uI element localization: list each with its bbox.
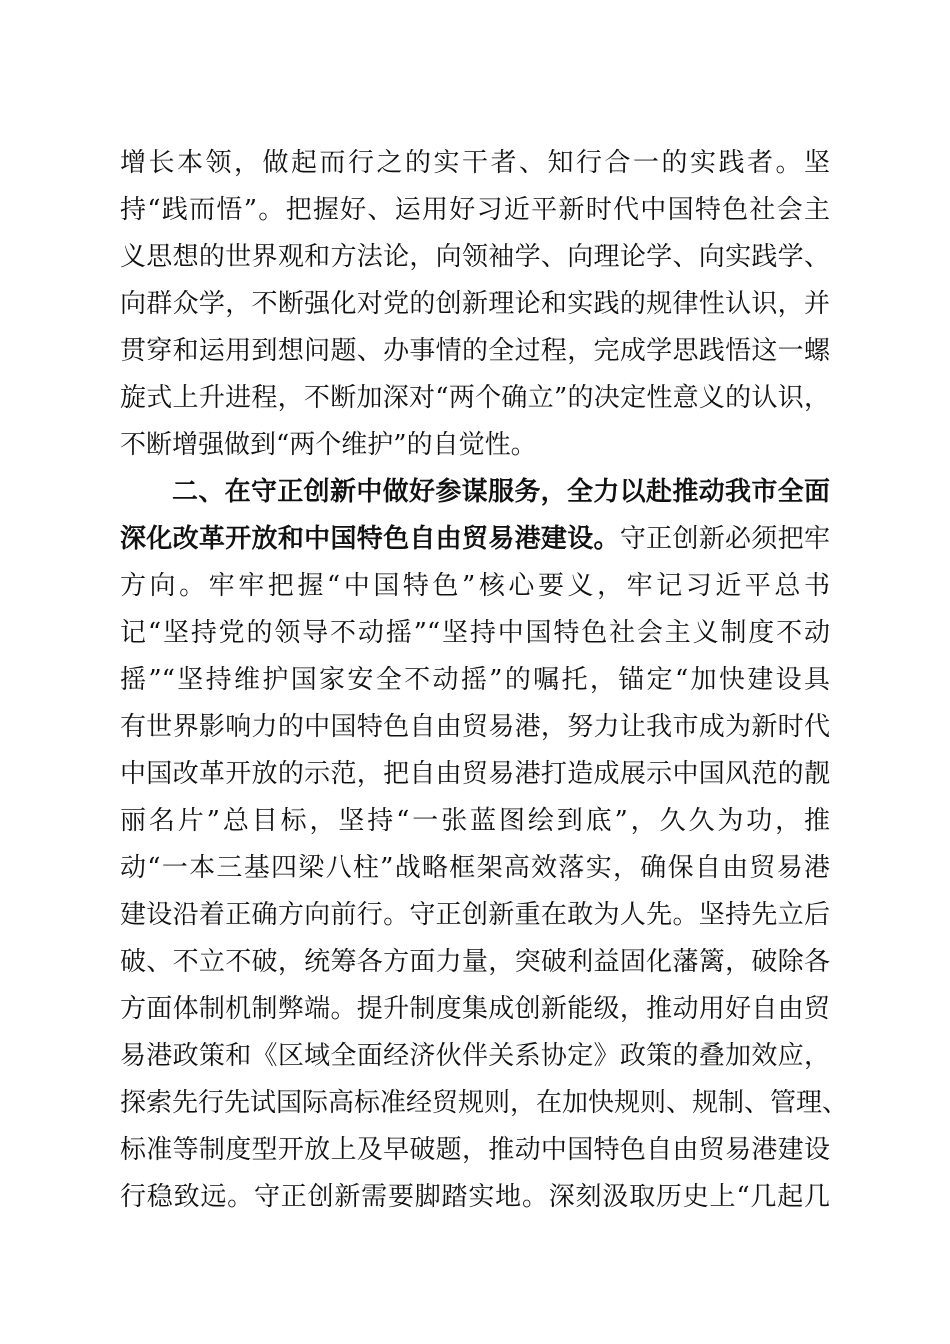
paragraph-1-line-7: 不断增强做到“两个维护”的自觉性。 [120,430,537,460]
paragraph-1-line-3: 义思想的世界观和方法论，向领袖学、向理论学、向实践学、 [120,242,830,272]
paragraph-2-line-5: 中国改革开放的示范，把自由贸易港打造成展示中国风范的靓 [120,759,830,789]
paragraph-2-line-3: 摇”“坚持维护国家安全不动摇”的嘱托，锚定“加快建设具 [120,665,830,695]
paragraph-1-line-6: 旋式上升进程，不断加深对“两个确立”的决定性意义的认识， [120,383,830,413]
paragraph-1-line-2: 持“践而悟”。把握好、运用好习近平新时代中国特色社会主 [120,195,830,225]
paragraph-2-line-11: 易港政策和《区域全面经济伙伴关系协定》政策的叠加效应， [120,1041,830,1071]
paragraph-2-line-10: 方面体制机制弊端。提升制度集成创新能级，推动用好自由贸 [120,994,830,1024]
paragraph-2-line-4: 有世界影响力的中国特色自由贸易港，努力让我市成为新时代 [120,712,830,742]
section-body-start-text: 守正创新必须把牢 [619,524,830,554]
paragraph-2-line-8: 建设沿着正确方向前行。守正创新重在敢为人先。坚持先立后 [120,900,830,930]
paragraph-1-line-1: 增长本领，做起而行之的实干者、知行合一的实践者。坚 [120,148,830,178]
paragraph-1-line-4: 向群众学，不断强化对党的创新理论和实践的规律性认识，并 [120,289,830,319]
paragraph-2-line-13: 标准等制度型开放上及早破题，推动中国特色自由贸易港建设 [120,1135,830,1165]
paragraph-1-line-5: 贯穿和运用到想问题、办事情的全过程，完成学思践悟这一螺 [120,336,830,366]
section-heading-line-2 [120,519,830,559]
section-heading-line-1: 二、在守正创新中做好参谋服务，全力以赴推动我市全面 [172,477,830,507]
paragraph-2-line-9: 破、不立不破，统筹各方面力量，突破利益固化藩篱，破除各 [120,947,830,977]
section-heading-bold-text: 深化改革开放和中国特色自由贸易港建设。 [120,524,620,554]
paragraph-2-line-1: 方向。牢牢把握“中国特色”核心要义，牢记习近平总书 [120,571,830,601]
paragraph-2-line-14: 行稳致远。守正创新需要脚踏实地。深刻汲取历史上“几起几 [120,1182,830,1212]
paragraph-2-line-2: 记“坚持党的领导不动摇”“坚持中国特色社会主义制度不动 [120,618,830,648]
paragraph-2-line-12: 探索先行先试国际高标准经贸规则，在加快规则、规制、管理、 [120,1088,849,1118]
paragraph-2-line-6: 丽名片”总目标，坚持“一张蓝图绘到底”，久久为功，推 [120,806,830,836]
paragraph-2-line-7: 动“一本三基四梁八柱”战略框架高效落实，确保自由贸易港 [120,853,830,883]
